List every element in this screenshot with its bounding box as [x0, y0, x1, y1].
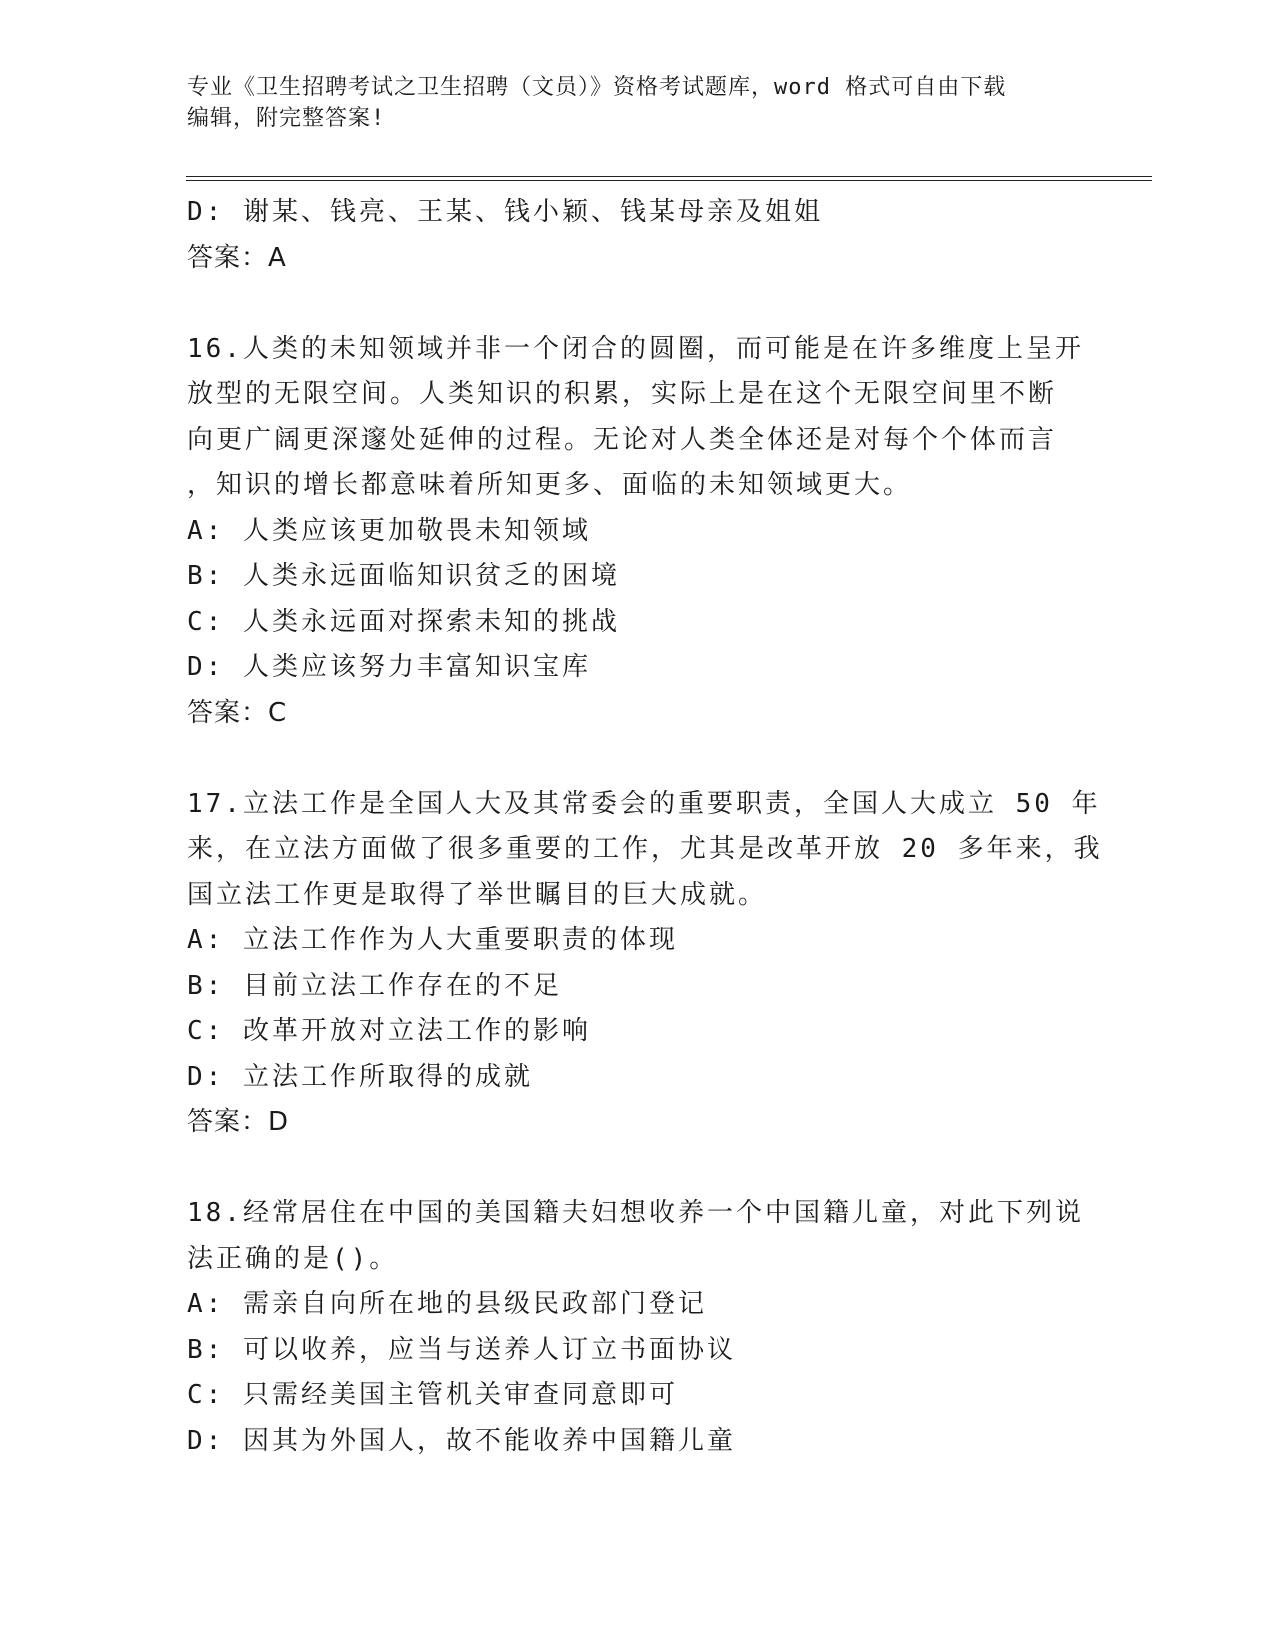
option-a: A: 需亲自向所在地的县级民政部门登记 [187, 1289, 707, 1319]
option-d: D: 因其为外国人，故不能收养中国籍儿童 [187, 1425, 736, 1456]
option-c: C: 改革开放对立法工作的影响 [187, 1016, 591, 1046]
option-d: D: 立法工作所取得的成就 [187, 1061, 533, 1092]
answer-line: 答案：D [187, 1107, 290, 1137]
option-b: B: 目前立法工作存在的不足 [187, 970, 562, 1001]
question-stem-line: 16.人类的未知领域并非一个闭合的圆圈，而可能是在许多维度上呈开 [187, 333, 1084, 364]
option-d: D: 谢某、钱亮、王某、钱小颖、钱某母亲及姐姐 [187, 197, 823, 227]
answer-line: 答案：A [187, 242, 287, 273]
answer-line: 答案：C [187, 697, 288, 728]
option-b: B: 可以收养，应当与送养人订立书面协议 [187, 1334, 736, 1365]
question-stem-line: 放型的无限空间。人类知识的积累，实际上是在这个无限空间里不断 [187, 379, 1058, 409]
question-16 [187, 327, 1087, 737]
header-divider [186, 176, 1152, 181]
question-stem-line: 国立法工作更是取得了举世瞩目的巨大成就。 [187, 879, 768, 910]
header-line-1: 专业《卫生招聘考试之卫生招聘（文员）》资格考试题库，word 格式可自由下载 [187, 75, 1007, 100]
previous-question-tail [187, 190, 1087, 281]
question-stem-line: 来，在立法方面做了很多重要的工作，尤其是改革开放 20 多年来，我 [187, 834, 1103, 864]
question-17 [187, 782, 1103, 1146]
question-stem-line: 向更广阔更深邃处延伸的过程。无论对人类全体还是对每个个体而言 [187, 424, 1058, 455]
option-d: D: 人类应该努力丰富知识宝库 [187, 652, 591, 682]
question-stem-line: 17.立法工作是全国人大及其常委会的重要职责，全国人大成立 50 年 [187, 788, 1101, 819]
option-a: A: 立法工作作为人大重要职责的体现 [187, 925, 678, 955]
spacer [187, 1146, 1087, 1192]
spacer [187, 736, 1087, 782]
question-stem-line: 法正确的是()。 [187, 1243, 399, 1274]
header-line-2: 编辑，附完整答案! [187, 106, 386, 131]
question-stem-line: 18.经常居住在中国的美国籍夫妇想收养一个中国籍儿童，对此下列说 [187, 1198, 1084, 1228]
option-c: C: 只需经美国主管机关审查同意即可 [187, 1380, 678, 1410]
page-header [187, 72, 1087, 134]
spacer [187, 281, 1087, 327]
option-a: A: 人类应该更加敬畏未知领域 [187, 515, 591, 546]
option-c: C: 人类永远面对探索未知的挑战 [187, 606, 620, 637]
question-18 [187, 1191, 1087, 1464]
question-stem-line: ，知识的增长都意味着所知更多、面临的未知领域更大。 [187, 470, 913, 500]
option-b: B: 人类永远面临知识贫乏的困境 [187, 561, 620, 591]
question-content [187, 190, 1103, 1464]
